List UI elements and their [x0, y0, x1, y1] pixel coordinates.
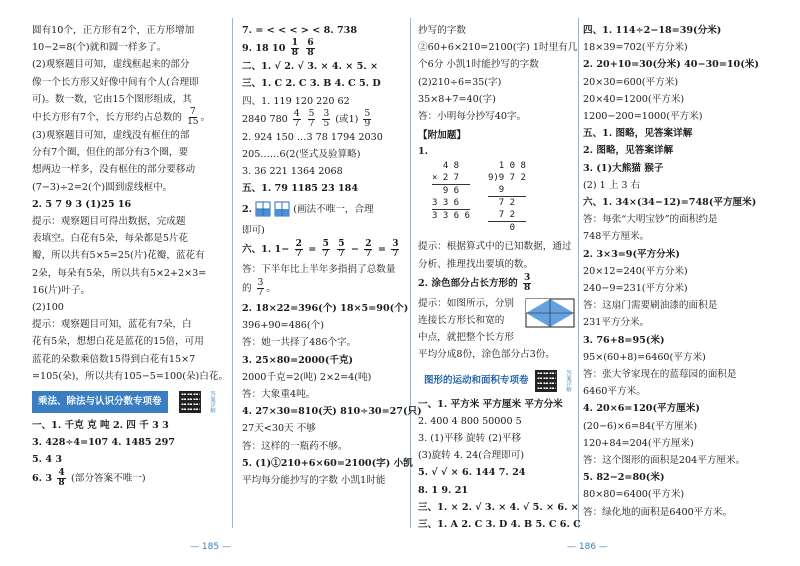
denominator: 7: [392, 248, 399, 259]
page-gutter: [578, 18, 579, 528]
answer-line: 2. 18×22=396(个) 18×5=90(个): [242, 303, 409, 315]
answer-line: [242, 110, 402, 129]
answer-line: 240−9=231(平方分米): [583, 283, 688, 295]
answer-line: 3. 36 221 1364 2068: [242, 166, 343, 178]
text-line: (3)观察题目可知，虚线没有框住的部: [32, 130, 190, 142]
answer-line: 答：她一共择了486个字。: [242, 337, 357, 349]
answer-line: 四、1. 119 120 220 62: [242, 95, 350, 107]
answer-line: 平均每分能抄写的字数 小凯1时能: [242, 475, 386, 487]
answer-line: 六、1. 34×(34−12)=748(平方厘米): [583, 197, 757, 209]
answer-line: 一、1. 千克 克 吨 2. 四 千 3 3: [32, 420, 169, 432]
text-line: 16(片)叶子。: [32, 284, 91, 296]
answer-line: 748平方厘米。: [583, 231, 650, 243]
fraction: [306, 39, 314, 58]
answer-line: 2000千克=2(吨) 2×2=4(吨): [242, 371, 372, 383]
fraction: [391, 240, 399, 259]
answer-line: 5. √ √ × 6. 144 7. 24: [418, 467, 526, 479]
page-number-right: — 186 —: [567, 542, 608, 552]
multiplication-calc: [432, 160, 470, 234]
section-title: 乘法、除法与认识分数专项卷: [32, 391, 168, 412]
answer-line: 答：大象重4吨。: [242, 389, 316, 401]
answer-line: 1200−200=1000(平方米): [583, 111, 703, 123]
answer-line: 1.: [418, 146, 429, 158]
hint-line: 提示：如图所示，分别: [418, 297, 514, 309]
numerator: 2: [365, 238, 372, 249]
denominator: 7: [365, 248, 372, 259]
answer-line: 答：这个图形的面积是204平方厘米。: [583, 455, 746, 467]
answer-line: 205……6(2(竖式及验算略): [242, 149, 361, 161]
denominator: 5: [323, 118, 330, 129]
answer-line: 三、1. A 2. C 3. D 4. B 5. C 6. C: [418, 519, 581, 531]
text-line: 表填空。白花有5朵，每朵都是5片花: [32, 233, 189, 245]
answer-line: 5. 82−2=80(米): [583, 472, 665, 484]
text-span: 2. 涂色部分占长方形的: [418, 277, 518, 289]
answer-column-3: [418, 22, 581, 533]
numerator: 6: [307, 38, 314, 49]
numerator: 4: [58, 467, 65, 478]
answer-line: 396+90=486(个): [242, 320, 324, 332]
text-span: (或1): [335, 113, 359, 125]
answer-line: 8. 1 9. 21: [418, 484, 469, 496]
answer-line: 95×(60+8)=6460(平方米): [583, 351, 706, 363]
answer-line: 二、1. √ 2. √ 3. × 4. × 5. ×: [242, 61, 379, 73]
answer-line: [32, 469, 220, 488]
column-divider: [232, 18, 233, 528]
denominator: 7: [295, 248, 302, 259]
denominator: 8: [58, 477, 65, 488]
fraction: [308, 110, 316, 129]
fraction: [523, 274, 531, 293]
text-line: =105(朵)，所以共有105−5=100(朵)白花。: [32, 370, 229, 382]
extra-section-tag: 【附加题】: [418, 130, 466, 142]
answer-line: 6460平方米。: [583, 386, 646, 398]
answer-line: 答：每张“大明宝钞”的面积约是: [583, 214, 718, 226]
answer-line: 120+84=204(平方厘米): [583, 437, 694, 449]
numerator: 1: [291, 38, 299, 49]
answer-line: 231平方分米。: [583, 317, 650, 329]
answer-line: 3. 25×80=2000(千克): [242, 354, 354, 366]
denominator: 7: [338, 248, 345, 259]
answer-line: (2) 1 上 3 右: [583, 179, 641, 191]
calc-row: 3 3 6: [432, 197, 470, 210]
answer-line: 20×40=1200(平方米): [583, 93, 685, 105]
answer-line: 5. (1)①210+6×60=2100(字) 小凯: [242, 457, 413, 469]
calc-row: 3 3 6 6: [432, 211, 470, 222]
division-calc: [488, 160, 526, 234]
calc-row: 9 6: [432, 186, 460, 197]
text-line: 分有7个圈，但住的部分有3个圈，要: [32, 147, 189, 159]
text-span: =: [377, 243, 386, 255]
shaded-grid-figure: [274, 201, 290, 217]
text-line: 瓣，所以共有5×5=25(片)花瓣，蓝花有: [32, 250, 205, 262]
denominator: 7: [257, 288, 264, 299]
answer-line: 的 $\frac{3}{7}$ 。: [242, 278, 276, 299]
numerator: 3: [392, 238, 399, 249]
fraction: [322, 240, 330, 259]
numerator: 5: [364, 108, 371, 119]
answer-line: 2. 20+10=30(分米) 40−30=10(米): [583, 59, 759, 71]
numerator: 4: [293, 108, 300, 119]
answer-line: 三、1. C 2. C 3. B 4. C 5. D: [242, 78, 381, 90]
answer-line: 即可): [242, 224, 265, 236]
qr-icon: [179, 391, 201, 413]
denominator: 7: [293, 118, 300, 129]
calc-row: 7 2: [487, 198, 516, 209]
numerator: 5: [338, 238, 345, 249]
vertical-calculation: [432, 160, 576, 234]
denominator: 7: [322, 248, 329, 259]
answer-line: 答：这样的一瓶药不够。: [242, 440, 348, 452]
calc-row: 1 0 8: [487, 161, 526, 172]
text-line: 花有5朵，想想白花是蓝花的15倍，可用: [32, 336, 204, 348]
qr-code[interactable]: [179, 391, 220, 413]
text-span: 1−: [274, 243, 290, 255]
fraction: [363, 110, 371, 129]
text-line: 蓝花的朵数乘倍数15得到白花有15×7: [32, 353, 196, 365]
answer-line: 20×12=240(平方分米): [583, 265, 688, 277]
answer-line: 35×8+7=40(字): [418, 93, 496, 105]
text-span: 2.: [242, 203, 253, 215]
text-line: 圆有10个，正方形有2个，正方形增加: [32, 25, 195, 36]
calc-row: 0: [487, 223, 516, 234]
calc-row: 9)9 7 2: [487, 173, 526, 184]
answer-line: 四、1. 114÷2−18=39(分米): [583, 25, 722, 36]
answer-column-2: [242, 22, 422, 489]
answer-line: (2)210÷6=35(字): [418, 76, 502, 88]
calc-row: 9: [488, 184, 526, 197]
answer-line: 答：张大爷家现在的蓝莓园的面积是: [583, 369, 737, 381]
rectangle-shading-figure: [524, 297, 576, 329]
answer-line: 3. 428÷4=107 4. 1485 297: [32, 437, 175, 449]
text-span: (画法不唯一，合理: [293, 203, 374, 215]
answer-line: 7. = < < < > < 8. 738: [242, 25, 358, 36]
text-line: 10−2=8(个)就和圆一样多了。: [32, 42, 167, 54]
answer-line: [242, 198, 402, 222]
fraction: [291, 39, 299, 58]
fraction: [295, 240, 303, 259]
answer-line: 3. (1)大熊猫 猴子: [583, 162, 664, 174]
answer-column-4: [583, 22, 778, 521]
denominator: 8: [524, 282, 531, 293]
answer-line: 个6分 小凯1时能抄写的字数: [418, 59, 539, 71]
numerator: 3: [323, 108, 330, 119]
answer-line: 3. 76+8=95(米): [583, 334, 665, 346]
hint-line: 平均分成8份，涂色部分占3份。: [418, 349, 555, 361]
answer-line: [242, 239, 402, 261]
answer-line: 答：绿化地的面积是6400平方米。: [583, 506, 733, 518]
answer-line: 20×30=600(平方米): [583, 76, 679, 88]
answer-line: 27天<30天 不够: [242, 423, 316, 435]
fraction: [257, 279, 265, 298]
answer-line: 2. 924 150 …3 78 1794 2030: [242, 131, 383, 143]
answer-line: 抄写的字数: [418, 25, 466, 36]
answer-line: (3)旋转 4. 24(合理即可): [418, 450, 525, 462]
answer-line: 80×80=6400(平方米): [583, 489, 685, 501]
text-line: (2)100: [32, 302, 64, 314]
calc-row: 7 2: [488, 209, 526, 222]
text-line: 中长方形有7个，长方形约占总数的 $\frac{7}{15}$ 。: [32, 107, 211, 128]
answer-line: 4. 27×30=810(天) 810÷30=27(只): [242, 406, 422, 418]
hint-line: 分析、推理找出要填的数。: [418, 258, 534, 270]
section-banner: [32, 391, 220, 413]
text-line: 可)。数一数，它由15个图形组成，其: [32, 93, 192, 105]
section-banner: [418, 370, 576, 392]
text-line: 2朵，每朵有5朵，所以共有5×2+2×3=: [32, 267, 207, 279]
answer-line: 4. 20×6=120(平方厘米): [583, 403, 700, 415]
text-span: 的: [242, 283, 252, 295]
answer-line: 3. (1)平移 旋转 (2)平移: [418, 433, 522, 445]
answer-line: [418, 273, 576, 295]
column-divider: [410, 18, 411, 528]
answer-line: 答：下半年比上半年多指捐了总数量: [242, 263, 396, 275]
fraction: [187, 108, 198, 127]
hint-line: 中点，就把整个长方形: [418, 332, 514, 344]
answer-line: [242, 39, 402, 58]
hint-line: 连接长方形长和宽的: [418, 315, 505, 327]
answer-line: 答：小明每分抄写40字。: [418, 111, 527, 123]
text-span: 9. 18 10: [242, 43, 286, 55]
hint-block: [418, 295, 576, 347]
text-line: (2)观察题目可知，虚线框起来的部分: [32, 59, 190, 71]
numerator: 2: [295, 238, 302, 249]
numerator: 3: [257, 278, 264, 289]
answer-line: 18×39=702(平方分米): [583, 42, 688, 54]
fraction: [293, 110, 301, 129]
page-number-left: — 185 —: [190, 542, 231, 552]
denominator: 7: [308, 118, 315, 129]
text-line: 2. 5 7 9 3 (1)25 16: [32, 198, 132, 210]
text-span: 6. 3: [32, 472, 53, 484]
qr-label: 答案详解: [565, 369, 571, 392]
fraction: [57, 469, 65, 488]
answer-line: 2. 图略，见答案详解: [583, 145, 674, 157]
hint-line: 提示：观察题目可知，蓝花有7朵，白: [32, 319, 192, 331]
section-title: 图形的运动和面积专项卷: [424, 375, 529, 387]
answer-column-1: [32, 22, 229, 488]
numerator: 7: [189, 107, 196, 118]
numerator: 3: [524, 272, 531, 283]
answer-line: 一、1. 平方米 平方厘米 平方分米: [418, 398, 563, 410]
qr-label: 答案详解: [209, 391, 215, 414]
denominator: 15: [187, 117, 199, 128]
answer-line: 2. 3×3=9(平方分米): [583, 248, 680, 260]
text-line: 像一个长方形又好像中间有个人(合理即: [32, 76, 199, 88]
shaded-grid-figure: [255, 201, 271, 217]
fraction: [337, 240, 345, 259]
qr-code[interactable]: [535, 370, 576, 392]
denominator: 9: [364, 118, 371, 129]
answer-line: 五、1. 图略，见答案详解: [583, 128, 693, 140]
text-span: 2840 780: [242, 113, 288, 125]
numerator: 5: [322, 238, 329, 249]
text-line: 想两边一样多，没有框住的部分要移动: [32, 164, 196, 176]
hint-line: 提示：观察题目可得出数据，完成题: [32, 216, 186, 228]
answer-line: ②60+6×210=2100(字) 1时里有几: [418, 42, 578, 54]
answer-line: 2. 400 4 800 50000 5: [418, 415, 522, 427]
calc-row: 4 8: [432, 161, 460, 172]
qr-icon: [535, 370, 557, 392]
answer-line: 答：这扇门需要刷油漆的面积是: [583, 300, 718, 312]
hint-line: 提示：根据算式中的已知数据，通过: [418, 241, 572, 253]
text-span: 中长方形有7个，长方形约占总数的: [32, 112, 183, 124]
text-span: −: [350, 243, 359, 255]
answer-line: 三、1. × 2. √ 3. × 4. √ 5. × 6. ×: [418, 501, 579, 513]
text-line: (7−3)÷2=2(个)圆到虚线框中。: [32, 181, 173, 193]
text-span: (部分答案不唯一): [70, 472, 146, 484]
denominator: 8: [291, 48, 299, 59]
answer-line: 五、1. 79 1185 23 184: [242, 183, 358, 195]
answer-line: 5. 4 3: [32, 454, 63, 466]
fraction: [364, 240, 372, 259]
denominator: 8: [307, 48, 314, 59]
numerator: 5: [308, 108, 315, 119]
fraction: [322, 110, 330, 129]
calc-row: × 2 7: [432, 172, 470, 185]
text-span: 六、1.: [242, 243, 272, 255]
answer-line: (20−6)×6=84(平方厘米): [583, 420, 698, 432]
text-span: =: [308, 243, 317, 255]
